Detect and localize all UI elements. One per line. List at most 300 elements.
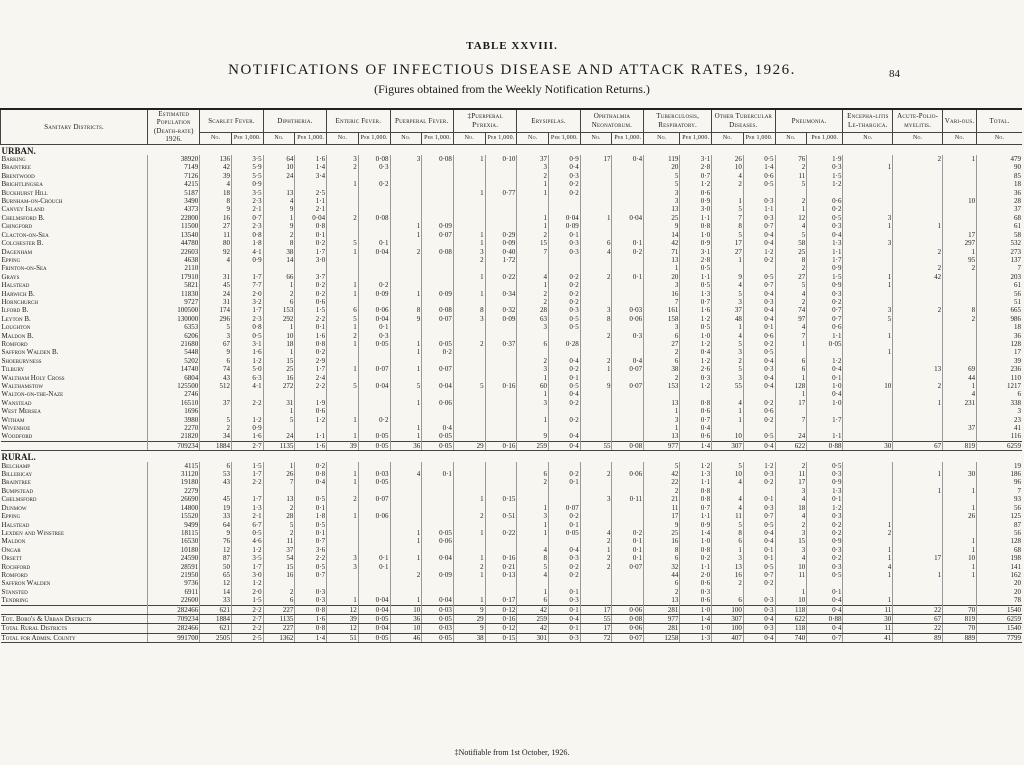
table-cell: 0·3 — [743, 596, 775, 605]
table-cell — [612, 478, 644, 486]
table-cell: 0·9 — [680, 197, 712, 205]
table-row — [1, 222, 1023, 230]
table-cell: 1362 — [263, 633, 295, 642]
table-cell — [743, 588, 775, 596]
table-cell: 0·3 — [295, 596, 327, 605]
table-cell: 1·0 — [680, 624, 712, 633]
subheader-no: No. — [943, 132, 977, 144]
table-cell — [580, 323, 612, 331]
table-cell — [712, 487, 744, 495]
table-cell: 136 — [200, 155, 232, 163]
table-cell — [358, 298, 390, 306]
district-name: Tilbury — [1, 365, 25, 374]
table-cell: 0·77 — [485, 189, 517, 197]
table-cell: 15 — [517, 239, 549, 247]
table-cell — [390, 407, 422, 415]
table-cell: 0·21 — [485, 563, 517, 571]
district-name: Braintree — [1, 478, 31, 487]
table-cell: 1·72 — [485, 256, 517, 264]
total-row — [1, 441, 1023, 450]
table-cell: 0·5 — [680, 281, 712, 289]
table-cell — [422, 281, 454, 289]
district-name: Halstead — [1, 281, 30, 290]
table-cell: 0·05 — [422, 633, 454, 642]
table-cell: 119 — [644, 155, 680, 163]
table-cell: 56 — [977, 290, 1022, 298]
table-cell — [612, 521, 644, 529]
table-cell: 6 — [977, 390, 1022, 398]
population-cell: 6353 — [148, 323, 200, 331]
table-cell — [358, 231, 390, 239]
table-cell: 10 — [943, 197, 977, 205]
population-cell: 24590 — [148, 554, 200, 562]
table-cell: 0·09 — [422, 222, 454, 230]
table-cell: 9 — [712, 273, 744, 281]
table-cell: 1 — [327, 596, 359, 605]
table-cell — [612, 416, 644, 424]
table-cell: 0·1 — [358, 323, 390, 331]
table-cell: 158 — [644, 315, 680, 323]
table-cell: 281 — [644, 624, 680, 633]
table-cell: 2 — [775, 462, 807, 470]
table-cell: 1 — [390, 554, 422, 562]
table-cell: 0·1 — [549, 231, 581, 239]
table-cell — [422, 407, 454, 415]
table-cell: 0·08 — [358, 214, 390, 222]
table-row — [1, 554, 1023, 562]
table-cell: 10 — [390, 624, 422, 633]
table-cell: 4 — [580, 248, 612, 256]
population-cell: 13540 — [148, 231, 200, 239]
table-cell: 0·8 — [295, 470, 327, 478]
table-cell: 2 — [775, 298, 807, 306]
population-cell: 282466 — [148, 605, 200, 614]
table-cell: 28 — [517, 306, 549, 314]
table-cell: 0·3 — [680, 588, 712, 596]
table-cell — [200, 390, 232, 398]
table-cell — [893, 298, 943, 306]
table-cell: 39 — [977, 357, 1022, 365]
population-cell: 6206 — [148, 332, 200, 340]
table-cell: 307 — [712, 614, 744, 623]
table-cell — [843, 495, 893, 503]
table-cell: 1 — [517, 374, 549, 382]
table-cell — [453, 579, 485, 587]
table-cell: 128 — [775, 382, 807, 390]
table-cell: 259 — [517, 614, 549, 623]
table-cell: 5 — [775, 180, 807, 188]
table-cell: 1 — [843, 521, 893, 529]
table-cell: 1·7 — [231, 273, 263, 281]
table-cell: 174 — [200, 306, 232, 314]
table-row — [1, 521, 1023, 529]
table-cell — [263, 579, 295, 587]
table-row — [1, 180, 1023, 188]
table-cell: 3·1 — [231, 340, 263, 348]
table-cell: 1 — [453, 290, 485, 298]
table-cell: 0·3 — [807, 563, 843, 571]
table-cell — [390, 390, 422, 398]
table-cell — [453, 205, 485, 213]
table-cell: 1 — [390, 529, 422, 537]
table-cell — [843, 537, 893, 545]
table-cell: 2 — [580, 563, 612, 571]
table-cell: 68 — [977, 214, 1022, 222]
table-cell: 0·6 — [295, 298, 327, 306]
table-cell: 2·8 — [680, 163, 712, 171]
table-cell: 0·07 — [358, 365, 390, 373]
table-cell — [390, 197, 422, 205]
table-cell — [549, 264, 581, 272]
table-cell — [943, 407, 977, 415]
table-cell: 1 — [943, 382, 977, 390]
table-cell: 1·6 — [231, 432, 263, 441]
table-cell — [358, 579, 390, 587]
table-cell — [612, 571, 644, 579]
table-cell: 0·4 — [743, 231, 775, 239]
table-row — [1, 281, 1023, 289]
table-cell: 9 — [200, 205, 232, 213]
population-cell: 21680 — [148, 340, 200, 348]
table-cell: 42 — [644, 239, 680, 247]
table-cell: 5 — [775, 231, 807, 239]
table-cell: 0·6 — [807, 323, 843, 331]
table-cell: 1 — [390, 424, 422, 432]
table-cell: 0·05 — [422, 432, 454, 441]
table-cell — [422, 197, 454, 205]
table-cell: 12 — [327, 624, 359, 633]
header-group: ‡Puerperal Pyrexia. — [453, 109, 516, 132]
table-cell: 27 — [644, 340, 680, 348]
table-cell — [453, 180, 485, 188]
table-cell — [580, 231, 612, 239]
table-cell: 0·05 — [358, 633, 390, 642]
table-cell — [893, 495, 943, 503]
subheader-no: No. — [263, 132, 295, 144]
table-cell: 1 — [327, 248, 359, 256]
table-cell: 1 — [517, 180, 549, 188]
table-cell: 1·4 — [680, 441, 712, 450]
table-cell: 0·5 — [743, 563, 775, 571]
table-cell — [390, 264, 422, 272]
header-group: Scarlet Fever. — [200, 109, 263, 132]
table-cell: 236 — [977, 365, 1022, 373]
table-cell — [580, 256, 612, 264]
table-cell: 27 — [200, 222, 232, 230]
table-cell: 0·3 — [295, 588, 327, 596]
table-cell: 0·4 — [549, 614, 581, 623]
table-cell — [358, 407, 390, 415]
table-cell: 0·12 — [485, 605, 517, 614]
table-cell: 2505 — [200, 633, 232, 642]
table-cell: 2 — [453, 340, 485, 348]
table-cell: 0·1 — [549, 521, 581, 529]
table-cell — [422, 205, 454, 213]
table-cell: 0·07 — [612, 633, 644, 642]
table-cell: 1 — [517, 222, 549, 230]
table-cell: 0·05 — [358, 432, 390, 441]
table-cell — [517, 424, 549, 432]
table-cell: 25 — [263, 365, 295, 373]
table-cell: 55 — [580, 441, 612, 450]
district-name: Frinton-on-Sea — [1, 264, 47, 273]
table-cell: 1 — [517, 390, 549, 398]
table-cell — [612, 290, 644, 298]
table-cell: 1884 — [200, 441, 232, 450]
table-cell — [893, 239, 943, 247]
table-cell — [517, 495, 549, 503]
table-cell — [943, 529, 977, 537]
table-cell: 8 — [390, 306, 422, 314]
table-cell: 1 — [712, 323, 744, 331]
table-cell — [612, 424, 644, 432]
table-cell — [893, 390, 943, 398]
table-cell: 87 — [977, 521, 1022, 529]
table-cell — [893, 504, 943, 512]
table-cell — [485, 365, 517, 373]
table-cell: 9 — [644, 222, 680, 230]
table-cell: 0·3 — [743, 605, 775, 614]
table-cell — [943, 189, 977, 197]
table-cell — [943, 340, 977, 348]
table-cell — [263, 180, 295, 188]
table-cell — [743, 264, 775, 272]
table-cell: 2·2 — [295, 315, 327, 323]
table-cell: 0·7 — [295, 571, 327, 579]
table-cell — [580, 205, 612, 213]
table-cell: 1·4 — [295, 633, 327, 642]
table-cell — [612, 407, 644, 415]
table-cell: 5 — [200, 416, 232, 424]
table-cell: 0·4 — [612, 155, 644, 163]
table-cell: 13 — [644, 205, 680, 213]
table-cell: 2·8 — [680, 256, 712, 264]
table-cell: 61 — [977, 281, 1022, 289]
table-cell — [517, 264, 549, 272]
table-cell: 3 — [644, 281, 680, 289]
table-cell: 3 — [843, 306, 893, 314]
district-name: Braintree — [1, 163, 31, 172]
district-name: Grays — [1, 272, 20, 281]
table-cell: 1·7 — [231, 470, 263, 478]
table-cell — [453, 172, 485, 180]
table-cell — [580, 478, 612, 486]
table-cell — [893, 231, 943, 239]
table-cell: 7799 — [977, 633, 1022, 642]
table-cell: 21 — [644, 495, 680, 503]
table-cell: 39 — [327, 614, 359, 623]
table-cell — [893, 180, 943, 188]
table-cell — [358, 172, 390, 180]
population-cell: 2746 — [148, 390, 200, 398]
table-cell: 0·2 — [549, 273, 581, 281]
table-cell: 0·2 — [743, 399, 775, 407]
table-cell: 125 — [977, 512, 1022, 520]
subheader-per-1000: Per 1,000. — [231, 132, 263, 144]
table-cell — [390, 478, 422, 486]
table-cell: 0·4 — [807, 596, 843, 605]
table-cell: 14 — [263, 256, 295, 264]
table-cell: 5 — [712, 521, 744, 529]
table-cell: 0·4 — [743, 306, 775, 314]
table-cell: 0·3 — [743, 197, 775, 205]
table-cell: 0·09 — [485, 315, 517, 323]
table-cell: 4 — [517, 546, 549, 554]
table-cell: 4 — [712, 504, 744, 512]
table-cell — [358, 357, 390, 365]
table-cell: 1·9 — [295, 399, 327, 407]
table-cell: 4 — [712, 281, 744, 289]
table-cell: 2 — [644, 588, 680, 596]
table-cell: 3·6 — [295, 546, 327, 554]
table-cell — [485, 332, 517, 340]
table-cell: 0·2 — [807, 529, 843, 537]
district-name: Epping — [1, 512, 21, 521]
table-cell: 0·05 — [358, 478, 390, 486]
subheader-per-1000: Per 1,000. — [743, 132, 775, 144]
table-cell: 1·0 — [680, 231, 712, 239]
table-cell — [485, 546, 517, 554]
table-cell: 198 — [977, 554, 1022, 562]
table-cell — [580, 588, 612, 596]
table-cell — [485, 180, 517, 188]
table-cell — [390, 256, 422, 264]
table-cell: 0·8 — [680, 222, 712, 230]
population-cell: 282466 — [148, 624, 200, 633]
table-cell: 1·8 — [231, 239, 263, 247]
table-cell: 1·0 — [807, 382, 843, 390]
table-cell: 2 — [580, 332, 612, 340]
table-cell: 0·03 — [422, 605, 454, 614]
table-cell — [327, 231, 359, 239]
table-cell — [485, 264, 517, 272]
table-cell: 0·4 — [612, 357, 644, 365]
table-cell: 0·3 — [807, 512, 843, 520]
table-cell: 0·4 — [422, 424, 454, 432]
table-cell — [743, 189, 775, 197]
table-cell: 2 — [893, 155, 943, 163]
district-name: West Mersea — [1, 407, 41, 416]
table-cell: 161 — [644, 306, 680, 314]
table-cell: 2 — [453, 563, 485, 571]
table-cell: 5 — [843, 315, 893, 323]
table-cell: 0·5 — [807, 214, 843, 222]
table-cell — [327, 399, 359, 407]
table-cell: 0·05 — [422, 614, 454, 623]
table-cell: 0·06 — [358, 512, 390, 520]
table-cell: 1·3 — [807, 487, 843, 495]
header-group: Diphtheria. — [263, 109, 326, 132]
table-cell — [453, 281, 485, 289]
table-cell — [612, 579, 644, 587]
district-name: Saffron Walden B. — [1, 348, 59, 357]
table-cell: 0·5 — [549, 382, 581, 390]
subheader-per-1000: Per 1,000. — [549, 132, 581, 144]
table-cell — [549, 407, 581, 415]
table-cell — [943, 495, 977, 503]
table-cell: 0·6 — [295, 407, 327, 415]
table-cell: 0·6 — [680, 432, 712, 441]
table-cell: 0·05 — [422, 529, 454, 537]
table-cell: 977 — [644, 441, 680, 450]
table-cell: 9 — [580, 382, 612, 390]
population-cell: 3490 — [148, 197, 200, 205]
table-cell — [843, 205, 893, 213]
table-cell — [390, 521, 422, 529]
table-cell — [612, 487, 644, 495]
table-cell: 2·2 — [295, 382, 327, 390]
table-cell: 9 — [390, 315, 422, 323]
table-cell — [327, 256, 359, 264]
table-row — [1, 504, 1023, 512]
table-cell: 2·1 — [231, 205, 263, 213]
table-cell: 5 — [453, 382, 485, 390]
table-cell: 96 — [977, 478, 1022, 486]
district-name: Total Rural Districts — [1, 624, 148, 633]
table-cell: 2 — [580, 273, 612, 281]
table-cell: 3 — [517, 365, 549, 373]
table-cell: 0·05 — [422, 340, 454, 348]
table-cell — [843, 462, 893, 470]
table-cell — [943, 290, 977, 298]
table-cell: 0·16 — [485, 614, 517, 623]
table-cell: 1 — [843, 273, 893, 281]
table-row — [1, 163, 1023, 171]
table-cell: 0·3 — [743, 298, 775, 306]
table-cell: 273 — [977, 248, 1022, 256]
table-cell: 1 — [843, 281, 893, 289]
table-cell — [390, 189, 422, 197]
table-cell — [843, 407, 893, 415]
table-cell: 3 — [327, 563, 359, 571]
table-cell: 1 — [580, 365, 612, 373]
header-single: Vari-ous. — [943, 109, 977, 132]
table-cell — [485, 462, 517, 470]
table-cell — [422, 563, 454, 571]
table-cell — [943, 588, 977, 596]
subheader-no: No. — [644, 132, 680, 144]
table-cell — [843, 399, 893, 407]
table-cell: 1 — [843, 571, 893, 579]
table-cell — [612, 222, 644, 230]
table-cell: 6 — [517, 596, 549, 605]
table-cell: 1 — [775, 374, 807, 382]
table-cell: 0·9 — [680, 521, 712, 529]
table-cell: 6 — [263, 298, 295, 306]
table-cell: 3·1 — [680, 155, 712, 163]
table-cell: 0·6 — [743, 407, 775, 415]
table-cell — [843, 416, 893, 424]
table-cell: 1 — [580, 546, 612, 554]
table-cell: 0·1 — [358, 563, 390, 571]
table-cell: 3 — [453, 315, 485, 323]
table-cell — [358, 390, 390, 398]
table-cell — [612, 432, 644, 441]
table-cell: 3 — [390, 155, 422, 163]
table-cell — [485, 214, 517, 222]
table-cell: 292 — [263, 315, 295, 323]
header-districts: Sanitary Districts. — [1, 109, 148, 144]
table-cell: 1 — [517, 504, 549, 512]
table-cell: 1 — [775, 205, 807, 213]
table-cell: 1 — [893, 571, 943, 579]
table-cell: 61 — [977, 222, 1022, 230]
table-cell — [453, 478, 485, 486]
table-cell: 1 — [775, 340, 807, 348]
table-cell — [453, 357, 485, 365]
table-cell — [485, 416, 517, 424]
table-cell — [422, 163, 454, 171]
